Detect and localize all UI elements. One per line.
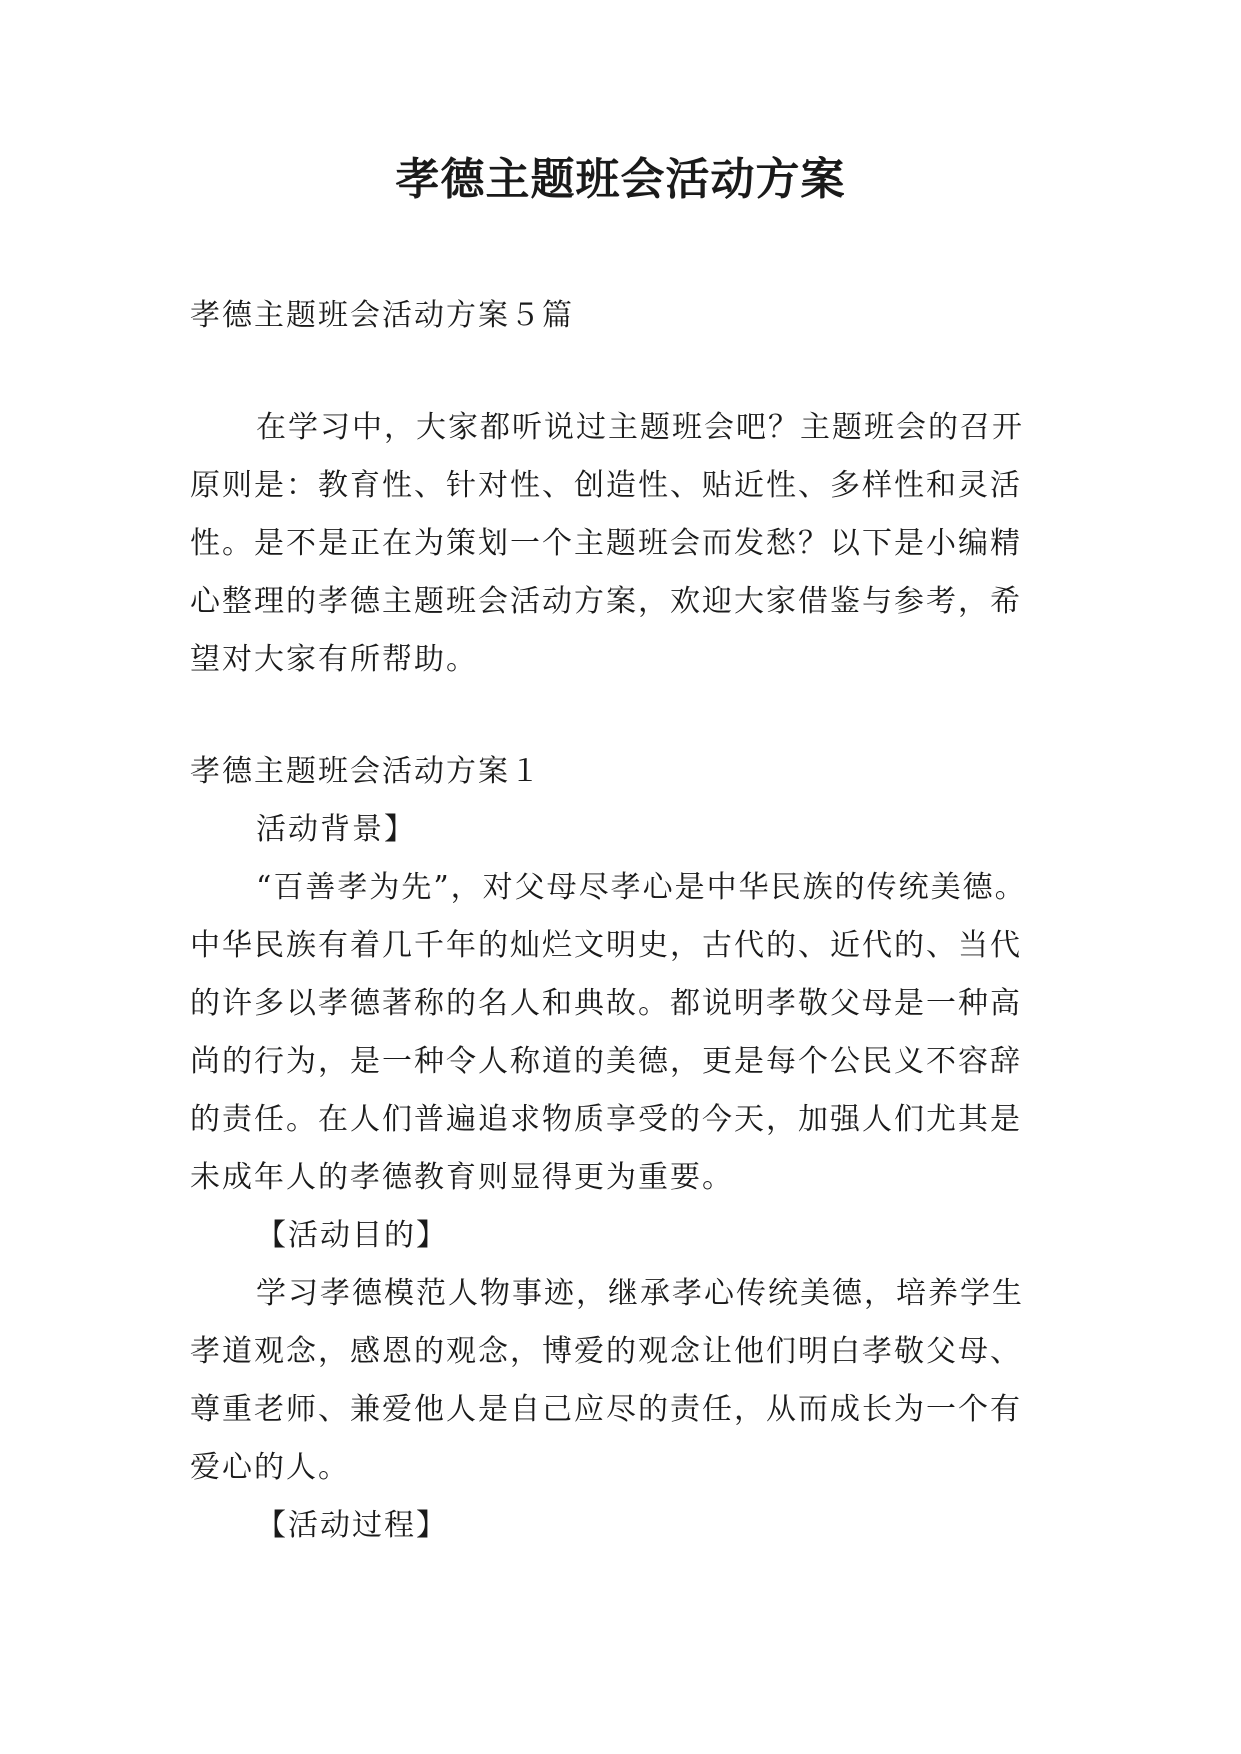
background-line-6: 未成年人的孝德教育则显得更为重要。 bbox=[190, 1160, 734, 1195]
document-subtitle: 孝德主题班会活动方案５篇 bbox=[190, 298, 574, 333]
background-line-5: 的责任。在人们普遍追求物质享受的今天，加强人们尤其是 bbox=[190, 1102, 1022, 1137]
purpose-line-4: 爱心的人。 bbox=[190, 1450, 350, 1485]
purpose-line-2: 孝道观念，感恩的观念，博爱的观念让他们明白孝敬父母、 bbox=[190, 1334, 1022, 1369]
intro-line-3: 性。是不是正在为策划一个主题班会而发愁？以下是小编精 bbox=[190, 526, 1022, 561]
purpose-heading: 【活动目的】 bbox=[256, 1218, 448, 1253]
intro-line-5: 望对大家有所帮助。 bbox=[190, 642, 478, 677]
background-heading: 活动背景】 bbox=[256, 812, 416, 847]
plan-heading: 孝德主题班会活动方案１ bbox=[190, 754, 542, 789]
background-line-1: “百善孝为先”，对父母尽孝心是中华民族的传统美德。 bbox=[256, 870, 1027, 905]
purpose-line-3: 尊重老师、兼爱他人是自己应尽的责任，从而成长为一个有 bbox=[190, 1392, 1022, 1427]
background-line-2: 中华民族有着几千年的灿烂文明史，古代的、近代的、当代 bbox=[190, 928, 1022, 963]
process-heading: 【活动过程】 bbox=[256, 1508, 448, 1543]
document-title: 孝德主题班会活动方案 bbox=[395, 154, 846, 205]
background-line-3: 的许多以孝德著称的名人和典故。都说明孝敬父母是一种高 bbox=[190, 986, 1022, 1021]
background-line-4: 尚的行为，是一种令人称道的美德，更是每个公民义不容辞 bbox=[190, 1044, 1022, 1079]
intro-line-4: 心整理的孝德主题班会活动方案，欢迎大家借鉴与参考，希 bbox=[190, 584, 1022, 619]
intro-line-1: 在学习中，大家都听说过主题班会吧？主题班会的召开 bbox=[256, 410, 1024, 445]
purpose-line-1: 学习孝德模范人物事迹，继承孝心传统美德，培养学生 bbox=[256, 1276, 1024, 1311]
intro-line-2: 原则是：教育性、针对性、创造性、贴近性、多样性和灵活 bbox=[190, 468, 1022, 503]
